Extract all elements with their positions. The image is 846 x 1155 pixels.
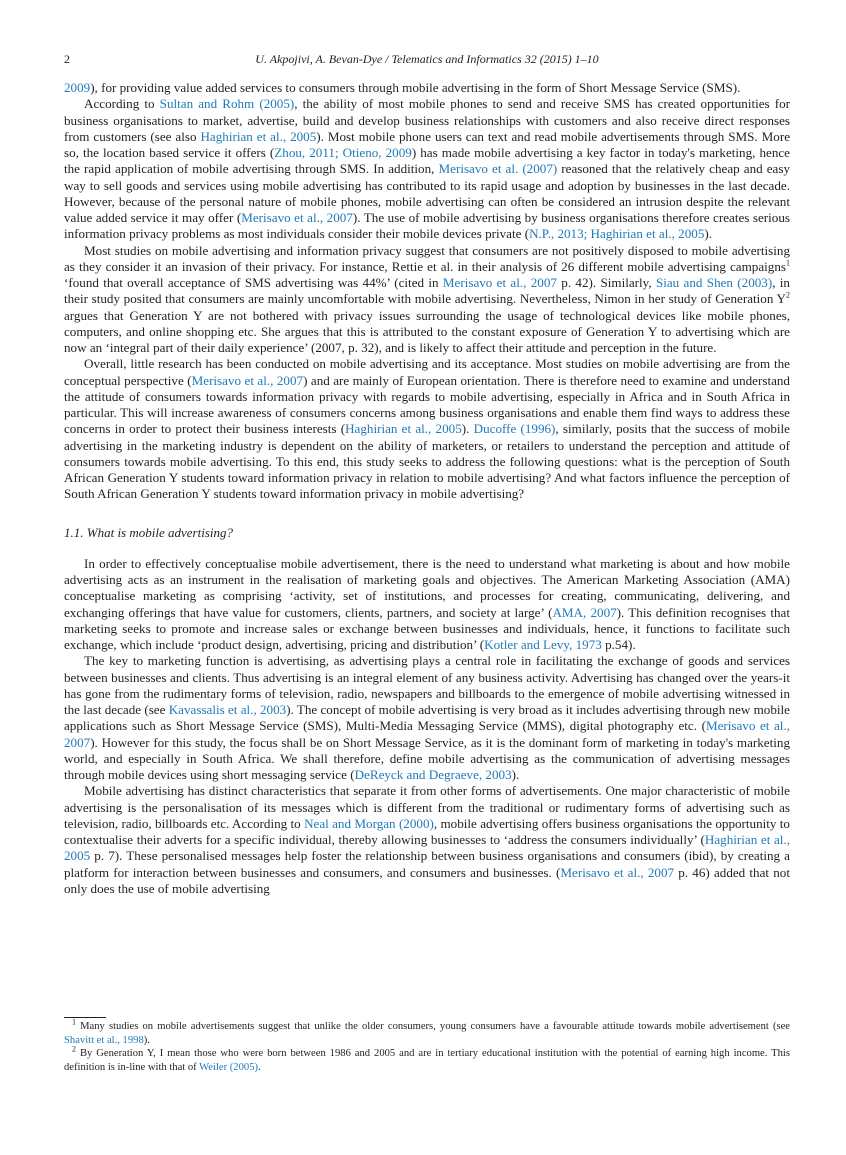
citation-link[interactable]: Merisavo et al., 2007 — [191, 372, 304, 388]
text-run: , in their study posited that consumers are mainly uncomfortable with mobile advertising. Nevertheless, Nimon in her study of Generation Y — [64, 275, 790, 307]
text-run: ). This definition recognises that marketing seeks to promote and increase sales or exchange between businesses and individuals, hence, it functions to facilitate such exchange, which include ‘product design, advertising, pricing and distribution’ ( — [64, 604, 790, 652]
citation-link[interactable]: Zhou, 2011; Otieno, 2009 — [274, 145, 412, 160]
section-heading: 1.1. What is mobile advertising? — [64, 524, 233, 540]
paragraph — [64, 80, 790, 96]
footnote — [64, 1017, 790, 1047]
citation-link[interactable]: Shavitt et al., 1998 — [64, 1034, 144, 1046]
citation-link[interactable]: Merisavo et al., 2007 — [560, 864, 675, 880]
text-run: Many studies on mobile advertisements suggest that unlike the older consumers, young consumers have a favourable attitude towards mobile advertisement (see — [76, 1021, 790, 1032]
text-run: ) and are mainly of European orientation. There is therefore need to examine and understand the attitude of consumers towards information privacy with regards to mobile advertising, especially in Africa and in South Africa in particular. This will increase awareness of consumers concerns among business organisations and enable them find ways to address these concerns in order to protect their business interests ( — [64, 372, 790, 437]
citation-link[interactable]: Merisavo et al., 2007 — [442, 275, 557, 290]
text-run: , the ability of most mobile phones to send and receive SMS has created opportunities for business organisations to market, advertise, build and develop business relationships with customers and also receive direct responses from customers (see also — [64, 96, 791, 144]
text-run: Overall, little research has been conducted on mobile advertising and its acceptance. Most studies on mobile advertising are from the conceptual perspective ( — [64, 356, 790, 388]
footnote-marker: 2 — [786, 290, 790, 300]
citation-link[interactable]: Kavassalis et al., 2003 — [168, 702, 287, 717]
text-run: reasoned that the relatively cheap and easy way to sell goods and services using mobile advertising has contributed to its rapid usage and adoption by businesses in the last decade. However, because of the personal nature of mobile phones, mobile advertising can often be considered an intrusion despite the relevant value added service it may offer ( — [64, 161, 790, 225]
text-run: ). — [143, 1034, 150, 1046]
text-run: ), for providing value added services to consumers through mobile advertising in the form of Short Message Service (SMS). — [90, 80, 741, 95]
footnote-divider — [64, 1017, 106, 1018]
page-number: 2 — [64, 52, 70, 66]
citation-link[interactable]: Merisavo et al., 2007 — [64, 718, 790, 750]
citation-link[interactable]: Haghirian et al., 2005 — [64, 832, 790, 864]
text-run: , similarly, posits that the success of mobile advertising in the marketing industry is dependent on the ability of marketers, or retailers to understand the perception and attitude of consumers towards mobile advertising. To this end, this study seeks to address the following questions: what is the perception of South African Generation Y students toward information privacy in relation to mobile advertising? And what factors influence the perception of South African Generation Y students toward information privacy in mobile advertising? — [64, 421, 790, 502]
citation-link[interactable]: Merisavo et al. (2007) — [438, 161, 558, 177]
citation-link[interactable]: Neal and Morgan (2000) — [304, 815, 434, 831]
text-run: p. 7). These personalised messages help foster the relationship between business organisations and consumers (ibid), by creating a platform for interaction between businesses and consumers, and consumers and businesses. ( — [64, 848, 790, 880]
paragraph — [64, 96, 790, 242]
citation-link[interactable]: N.P., 2013; Haghirian et al., 2005 — [529, 226, 705, 242]
text-run: , mobile advertising offers business organisations the opportunity to contextualise their adverts for a specific individual, thereby allowing businesses to ‘address the consumers individually’ ( — [64, 815, 790, 847]
citation-link[interactable]: DeReyck and Degraeve, 2003 — [354, 767, 512, 782]
footnotes — [64, 1017, 790, 1074]
footnote-marker: 2 — [72, 1044, 76, 1054]
text-run: . — [258, 1061, 261, 1073]
citation-link[interactable]: Siau and Shen (2003) — [655, 275, 773, 290]
citation-link[interactable]: Haghirian et al., 2005 — [200, 128, 317, 144]
citation-link[interactable]: Weiler (2005) — [199, 1061, 259, 1073]
text-run: p. 42). Similarly, — [556, 275, 656, 290]
article-body — [64, 80, 790, 897]
text-run: ). — [704, 226, 713, 242]
citation-link[interactable]: Ducoffe (1996) — [473, 421, 556, 437]
running-head: U. Akpojivi, A. Bevan-Dye / Telematics and Informatics 32 (2015) 1–10 — [255, 52, 599, 66]
text-run: ). — [461, 421, 474, 437]
citation-link[interactable]: AMA, 2007 — [552, 604, 617, 620]
text-run: Mobile advertising has distinct characteristics that separate it from other forms of advertisements. One major characteristic of mobile advertising is the personalisation of its messages which is different from the traditional or rudimentary forms of advertising such as television, radio, billboards etc. According to — [64, 783, 790, 831]
paragraph — [64, 243, 790, 357]
text-run: ). However for this study, the focus shall be on Short Message Service, as it is the dominant form of marketing in today's marketing world, and especially in South Africa. We shall therefore, define mobile advertising as the communication of advertising messages through mobile devices using short messaging service ( — [64, 734, 790, 782]
citation-link[interactable]: Sultan and Rohm (2005) — [159, 96, 295, 112]
citation-link[interactable]: Merisavo et al., 2007 — [241, 210, 353, 225]
text-run: p.54). — [601, 637, 636, 652]
text-run: argues that Generation Y are not bothered with privacy issues surrounding the usage of technological devices like mobile phones, computers, and online shopping etc. She argues that this is attributed to the constant exposure of Generation Y to advertising which are now an ‘integral part of their daily experience’ (2007, p. 32), and is likely to affect their attitude and perception in the future. — [64, 307, 790, 355]
text-run: ). — [511, 767, 520, 782]
footnote-marker: 1 — [786, 258, 790, 268]
text-run: ‘found that overall acceptance of SMS advertising was 44%’ (cited in — [64, 275, 443, 290]
citation-link[interactable]: Haghirian et al., 2005 — [345, 421, 462, 437]
running-header — [64, 52, 790, 68]
text-run: Most studies on mobile advertising and information privacy suggest that consumers are not positively disposed to mobile advertising as they consider it an invasion of their privacy. For instance, Rettie et al. in their analysis of 26 different mobile advertising campaigns — [64, 242, 790, 274]
citation-link[interactable]: Kotler and Levy, 1973 — [484, 637, 602, 652]
footnote-marker: 1 — [72, 1017, 76, 1027]
paragraph — [64, 356, 790, 502]
text-run: ). The concept of mobile advertising is very broad as it includes advertising through new mobile applications such as Short Message Service (SMS), Multi-Media Messaging Service (MMS), digital photography etc. ( — [64, 702, 790, 734]
text-run: p. 46) added that not only does the use of mobile advertising — [64, 864, 790, 896]
text-run: ) has made mobile advertising a key factor in today's marketing, hence the rapid application of mobile advertising through SMS. In addition, — [64, 145, 790, 177]
paragraph — [64, 556, 790, 654]
text-run: By Generation Y, I mean those who were born between 1986 and 2005 and are in tertiary educational institution with the potential of earning high income. This definition is in-line with that of — [64, 1048, 790, 1073]
text-run: In order to effectively conceptualise mobile advertisement, there is the need to understand what marketing is about and how mobile advertising acts as an instrument in the realisation of marketing goals and objectives. The American Marketing Association (AMA) conceptualise marketing as comprising ‘activity, set of institutions, and processes for creating, communicating, delivering, and exchanging offerings that have value for customers, clients, partners, and society at large’ ( — [64, 555, 790, 620]
text-run: ). The use of mobile advertising by business organisations therefore creates serious information privacy problems as most individuals consider their mobile devices private ( — [64, 210, 790, 242]
text-run: ). Most mobile phone users can text and read mobile advertisements through SMS. More so, the location based service it offers ( — [64, 128, 791, 160]
footnote — [64, 1044, 790, 1074]
citation-link[interactable]: 2009 — [64, 80, 91, 95]
text-run: According to — [84, 96, 160, 112]
paragraph — [64, 783, 790, 897]
text-run: The key to marketing function is advertising, as advertising plays a central role in facilitating the exchange of goods and services between businesses and clients. Thus advertising is an integral element of any business activity. Advertising has changed over the years-it has gone from the rudimentary forms of television, radio, newspapers and billboards to the emergence of mobile advertising witnessed in the last decade (see — [64, 653, 790, 717]
paragraph — [64, 653, 790, 783]
